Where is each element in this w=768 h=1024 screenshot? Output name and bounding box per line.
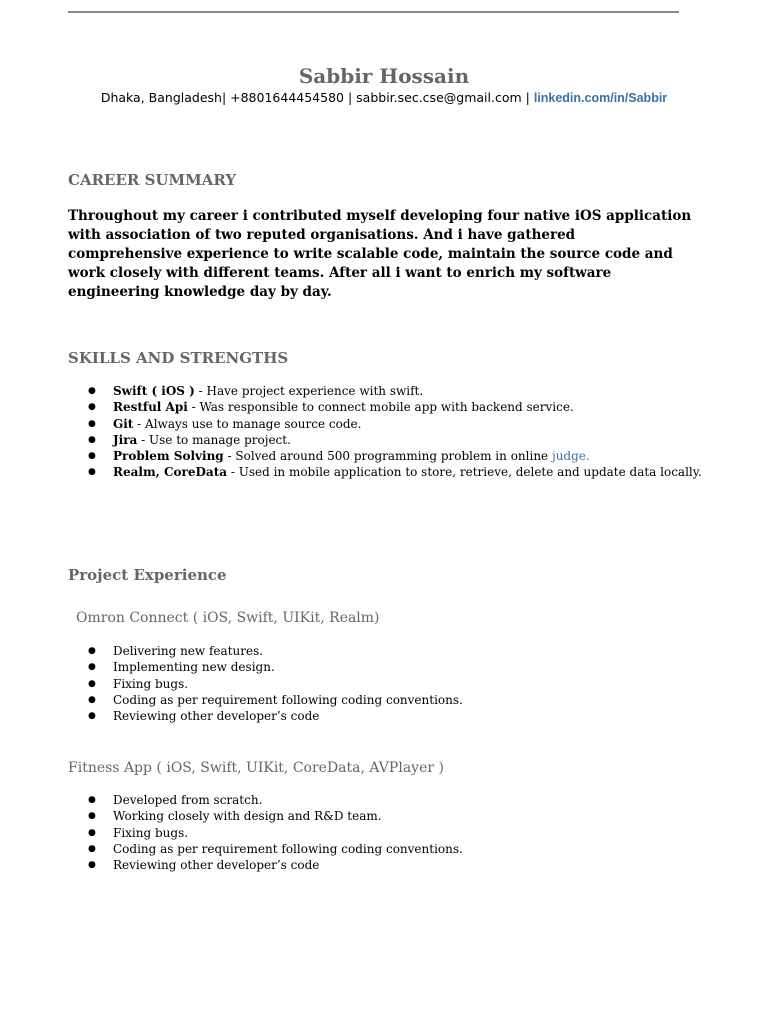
omron-tasks-list bbox=[88, 643, 463, 724]
task-item: ● Fixing bugs. bbox=[88, 676, 463, 692]
skill-item bbox=[88, 464, 702, 480]
task-item: ● Fixing bugs. bbox=[88, 825, 463, 841]
task-item: ● Developed from scratch. bbox=[88, 792, 463, 808]
task-item: ● Coding as per requirement following coding conventions. bbox=[88, 692, 463, 708]
skill-name: Jira bbox=[113, 432, 138, 447]
task-item: ● Reviewing other developer’s code bbox=[88, 857, 463, 873]
skill-item bbox=[88, 399, 702, 415]
skill-desc: - Always use to manage source code. bbox=[133, 416, 362, 431]
contact-line bbox=[0, 90, 768, 105]
skill-name: Swift ( iOS ) bbox=[113, 384, 195, 398]
project-title-omron: Omron Connect ( iOS, Swift, UIKit, Realm) bbox=[76, 610, 380, 626]
skills-heading: SKILLS AND STRENGTHS bbox=[68, 349, 289, 367]
project-experience-heading: Project Experience bbox=[68, 566, 227, 584]
judge-link[interactable]: judge. bbox=[551, 449, 590, 464]
skill-desc: - Used in mobile application to store, retrieve, delete and update data locally. bbox=[227, 465, 702, 480]
task-item: ● Reviewing other developer’s code bbox=[88, 708, 463, 724]
fitness-tasks-list bbox=[88, 792, 463, 873]
career-summary-text: Throughout my career i contributed myself developing four native iOS application with association of two reputed organisations. And i have gathered comprehensive experience to write scalable code, maintain the source code and work closely with different teams. After all i want to enrich my software engineering knowledge day by day. bbox=[68, 208, 692, 300]
skill-name: Git bbox=[113, 416, 134, 431]
candidate-name: Sabbir Hossain bbox=[298, 64, 470, 88]
skills-list bbox=[88, 383, 702, 481]
skill-item bbox=[88, 432, 702, 448]
top-divider bbox=[68, 11, 679, 13]
skill-item bbox=[88, 416, 702, 432]
skill-desc: - Use to manage project. bbox=[137, 432, 291, 447]
project-title-fitness: Fitness App ( iOS, Swift, UIKit, CoreData, AVPlayer ) bbox=[68, 760, 444, 776]
skill-item bbox=[88, 383, 702, 399]
skill-desc: - Was responsible to connect mobile app with backend service. bbox=[187, 400, 574, 415]
task-item: ● Delivering new features. bbox=[88, 643, 463, 659]
contact-details: Dhaka, Bangladesh| +8801644454580 | sabbir.sec.cse@gmail.com | bbox=[100, 90, 534, 105]
skill-name: Problem Solving bbox=[113, 449, 224, 464]
skill-name: Restful Api bbox=[113, 400, 188, 415]
skill-desc: - Solved around 500 programming problem in online bbox=[223, 449, 552, 464]
skill-item bbox=[88, 448, 702, 464]
career-summary-heading: CAREER SUMMARY bbox=[68, 171, 237, 189]
task-item: ● Working closely with design and R&D team. bbox=[88, 808, 463, 824]
skill-desc: - Have project experience with swift. bbox=[194, 384, 424, 398]
task-item: ● Implementing new design. bbox=[88, 659, 463, 675]
task-item: ● Coding as per requirement following coding conventions. bbox=[88, 841, 463, 857]
linkedin-link[interactable]: linkedin.com/in/Sabbir bbox=[533, 91, 668, 105]
skill-name: Realm, CoreData bbox=[113, 465, 228, 480]
